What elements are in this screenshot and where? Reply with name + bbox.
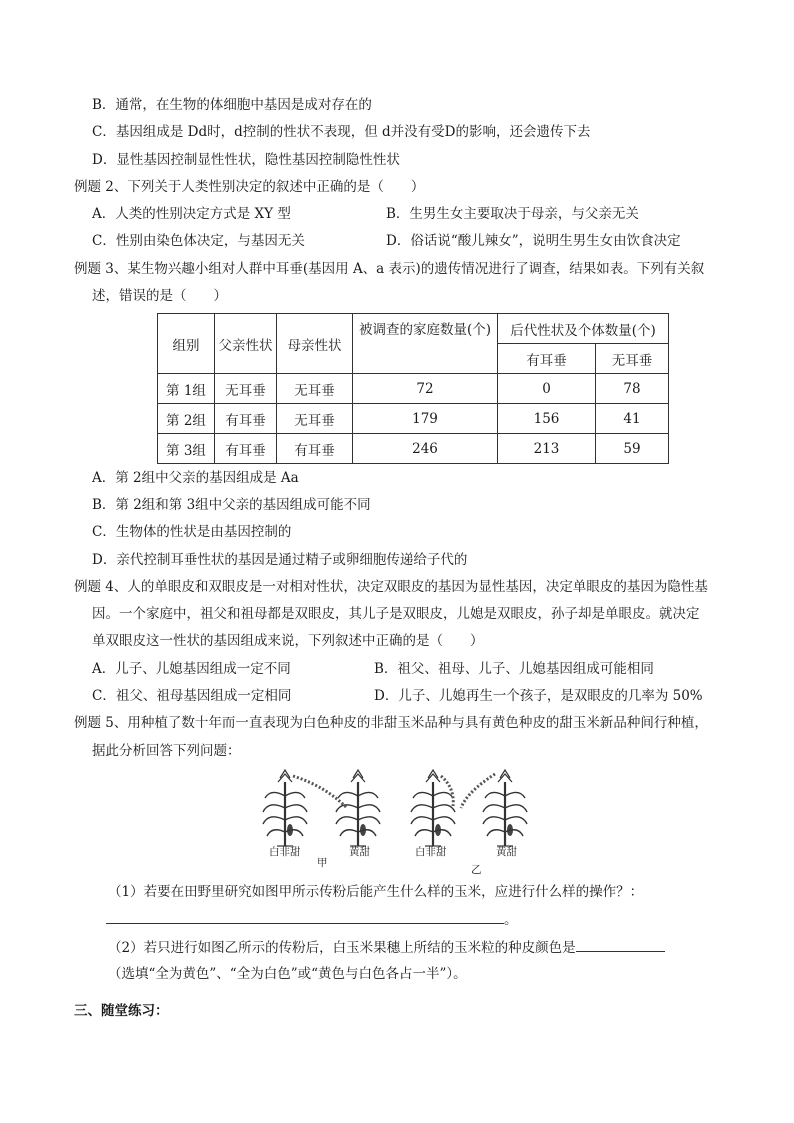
table-cell: 无耳垂 — [215, 374, 277, 404]
example4-stem-line2: 因。一个家庭中，祖父和祖母都是双眼皮，其儿子是双眼皮，儿媳是双眼皮，孙子却是单眼皮。就决定 — [92, 606, 700, 622]
header-offspring: 后代性状及个体数量(个) — [498, 314, 669, 344]
example5-stem-line1: 例题 5、用种植了数十年而一直表现为白色种皮的非甜玉米品种与具有黄色种皮的甜玉米新品种间行种植， — [74, 715, 708, 731]
label-yellow-sweet-1: 黄甜 — [349, 846, 370, 858]
example4-stem-line3: 单双眼皮这一性状的基因组成来说，下列叙述中正确的是（ ） — [92, 633, 484, 649]
answer-blank-1[interactable] — [106, 909, 504, 924]
table-cell: 246 — [353, 434, 498, 464]
example4-stem-line1: 例题 4、人的单眼皮和双眼皮是一对相对性状，决定双眼皮的基因为显性基因，决定单眼皮的基因为隐性基 — [74, 579, 708, 595]
ear-lobe-survey-table — [157, 313, 669, 464]
table-cell: 213 — [498, 434, 596, 464]
table-row — [158, 434, 669, 464]
example5-question2-options: （选填“全为黄色”、“全为白色”或“黄色与白色各占一半”）。 — [108, 966, 467, 982]
table-cell: 78 — [596, 374, 669, 404]
example3-option-a: A．第 2组中父亲的基因组成是 Aa — [92, 470, 299, 486]
question2-text: （2）若只进行如图乙所示的传粉后，白玉米果穗上所结的玉米粒的种皮颜色是 — [108, 940, 576, 956]
q1-option-d: D．显性基因控制显性性状，隐性基因控制隐性性状 — [92, 152, 400, 168]
q1-option-c: C．基因组成是 Dd时，d控制的性状不表现，但 d并没有受D的影响，还会遗传下去 — [92, 124, 591, 140]
example2-option-d: D．俗话说“酸儿辣女”，说明生男生女由饮食决定 — [386, 233, 681, 249]
corn-plants-illustration — [255, 766, 545, 878]
example3-stem-line2: 述，错误的是（ ） — [92, 288, 227, 304]
table-cell: 有耳垂 — [277, 434, 353, 464]
table-row — [158, 374, 669, 404]
section3-heading: 三、随堂练习： — [74, 1003, 169, 1019]
table-cell: 179 — [353, 404, 498, 434]
example5-question1: （1）若要在田野里研究如图甲所示传粉后能产生什么样的玉米，应进行什么样的操作？： — [108, 884, 644, 900]
example5-stem-line2: 据此分析回答下列问题： — [92, 743, 241, 759]
example4-option-b: B．祖父、祖母、儿子、儿媳基因组成可能相同 — [374, 661, 654, 677]
table-cell: 0 — [498, 374, 596, 404]
label-yellow-sweet-2: 黄甜 — [496, 846, 517, 858]
table-cell: 无耳垂 — [277, 374, 353, 404]
table-cell: 第 1组 — [158, 374, 215, 404]
label-white-nonsweet-2: 白非甜 — [415, 846, 447, 858]
header-family-count: 被调查的家庭数量(个) — [353, 314, 498, 374]
table-cell: 有耳垂 — [215, 434, 277, 464]
example4-option-c: C．祖父、祖母基因组成一定相同 — [92, 688, 292, 704]
label-white-nonsweet-1: 白非甜 — [269, 846, 301, 858]
table-cell: 无耳垂 — [277, 404, 353, 434]
answer-blank-2[interactable] — [576, 937, 665, 952]
table-cell: 59 — [596, 434, 669, 464]
header-group: 组别 — [158, 314, 215, 374]
table-cell: 72 — [353, 374, 498, 404]
table-row — [158, 404, 669, 434]
example3-option-b: B．第 2组和第 3组中父亲的基因组成可能不同 — [92, 497, 371, 513]
example2-option-c: C．性别由染色体决定，与基因无关 — [92, 233, 305, 249]
table-cell: 41 — [596, 404, 669, 434]
header-father-trait: 父亲性状 — [215, 314, 277, 374]
example3-option-c: C．生物体的性状是由基因控制的 — [92, 524, 292, 540]
header-mother-trait: 母亲性状 — [277, 314, 353, 374]
q1-option-b: B．通常，在生物的体细胞中基因是成对存在的 — [92, 97, 372, 113]
table-cell: 156 — [498, 404, 596, 434]
subheader-has-earlobe: 有耳垂 — [498, 344, 596, 374]
example2-option-b: B．生男生女主要取决于母亲，与父亲无关 — [386, 206, 639, 222]
example4-option-d: D．儿子、儿媳再生一个孩子，是双眼皮的几率为 50% — [374, 688, 703, 704]
subheader-no-earlobe: 无耳垂 — [596, 344, 669, 374]
example2-option-a: A．人类的性别决定方式是 XY 型 — [92, 206, 291, 222]
corn-pollination-figure — [255, 766, 545, 878]
caption-yi: 乙 — [471, 864, 482, 876]
caption-jia: 甲 — [317, 857, 328, 869]
table-cell: 第 2组 — [158, 404, 215, 434]
answer1-period: 。 — [504, 912, 518, 928]
example5-question2 — [108, 937, 665, 958]
example3-option-d: D．亲代控制耳垂性状的基因是通过精子或卵细胞传递给子代的 — [92, 552, 468, 568]
example4-option-a: A．儿子、儿媳基因组成一定不同 — [92, 661, 291, 677]
example2-stem: 例题 2、下列关于人类性别决定的叙述中正确的是（ ） — [74, 179, 425, 195]
table-cell: 第 3组 — [158, 434, 215, 464]
example5-answer1-line — [106, 909, 518, 930]
example3-stem-line1: 例题 3、某生物兴趣小组对人群中耳垂(基因用 A、a 表示)的遗传情况进行了调查，结果如表。下列有关叙 — [74, 261, 705, 277]
table-cell: 有耳垂 — [215, 404, 277, 434]
